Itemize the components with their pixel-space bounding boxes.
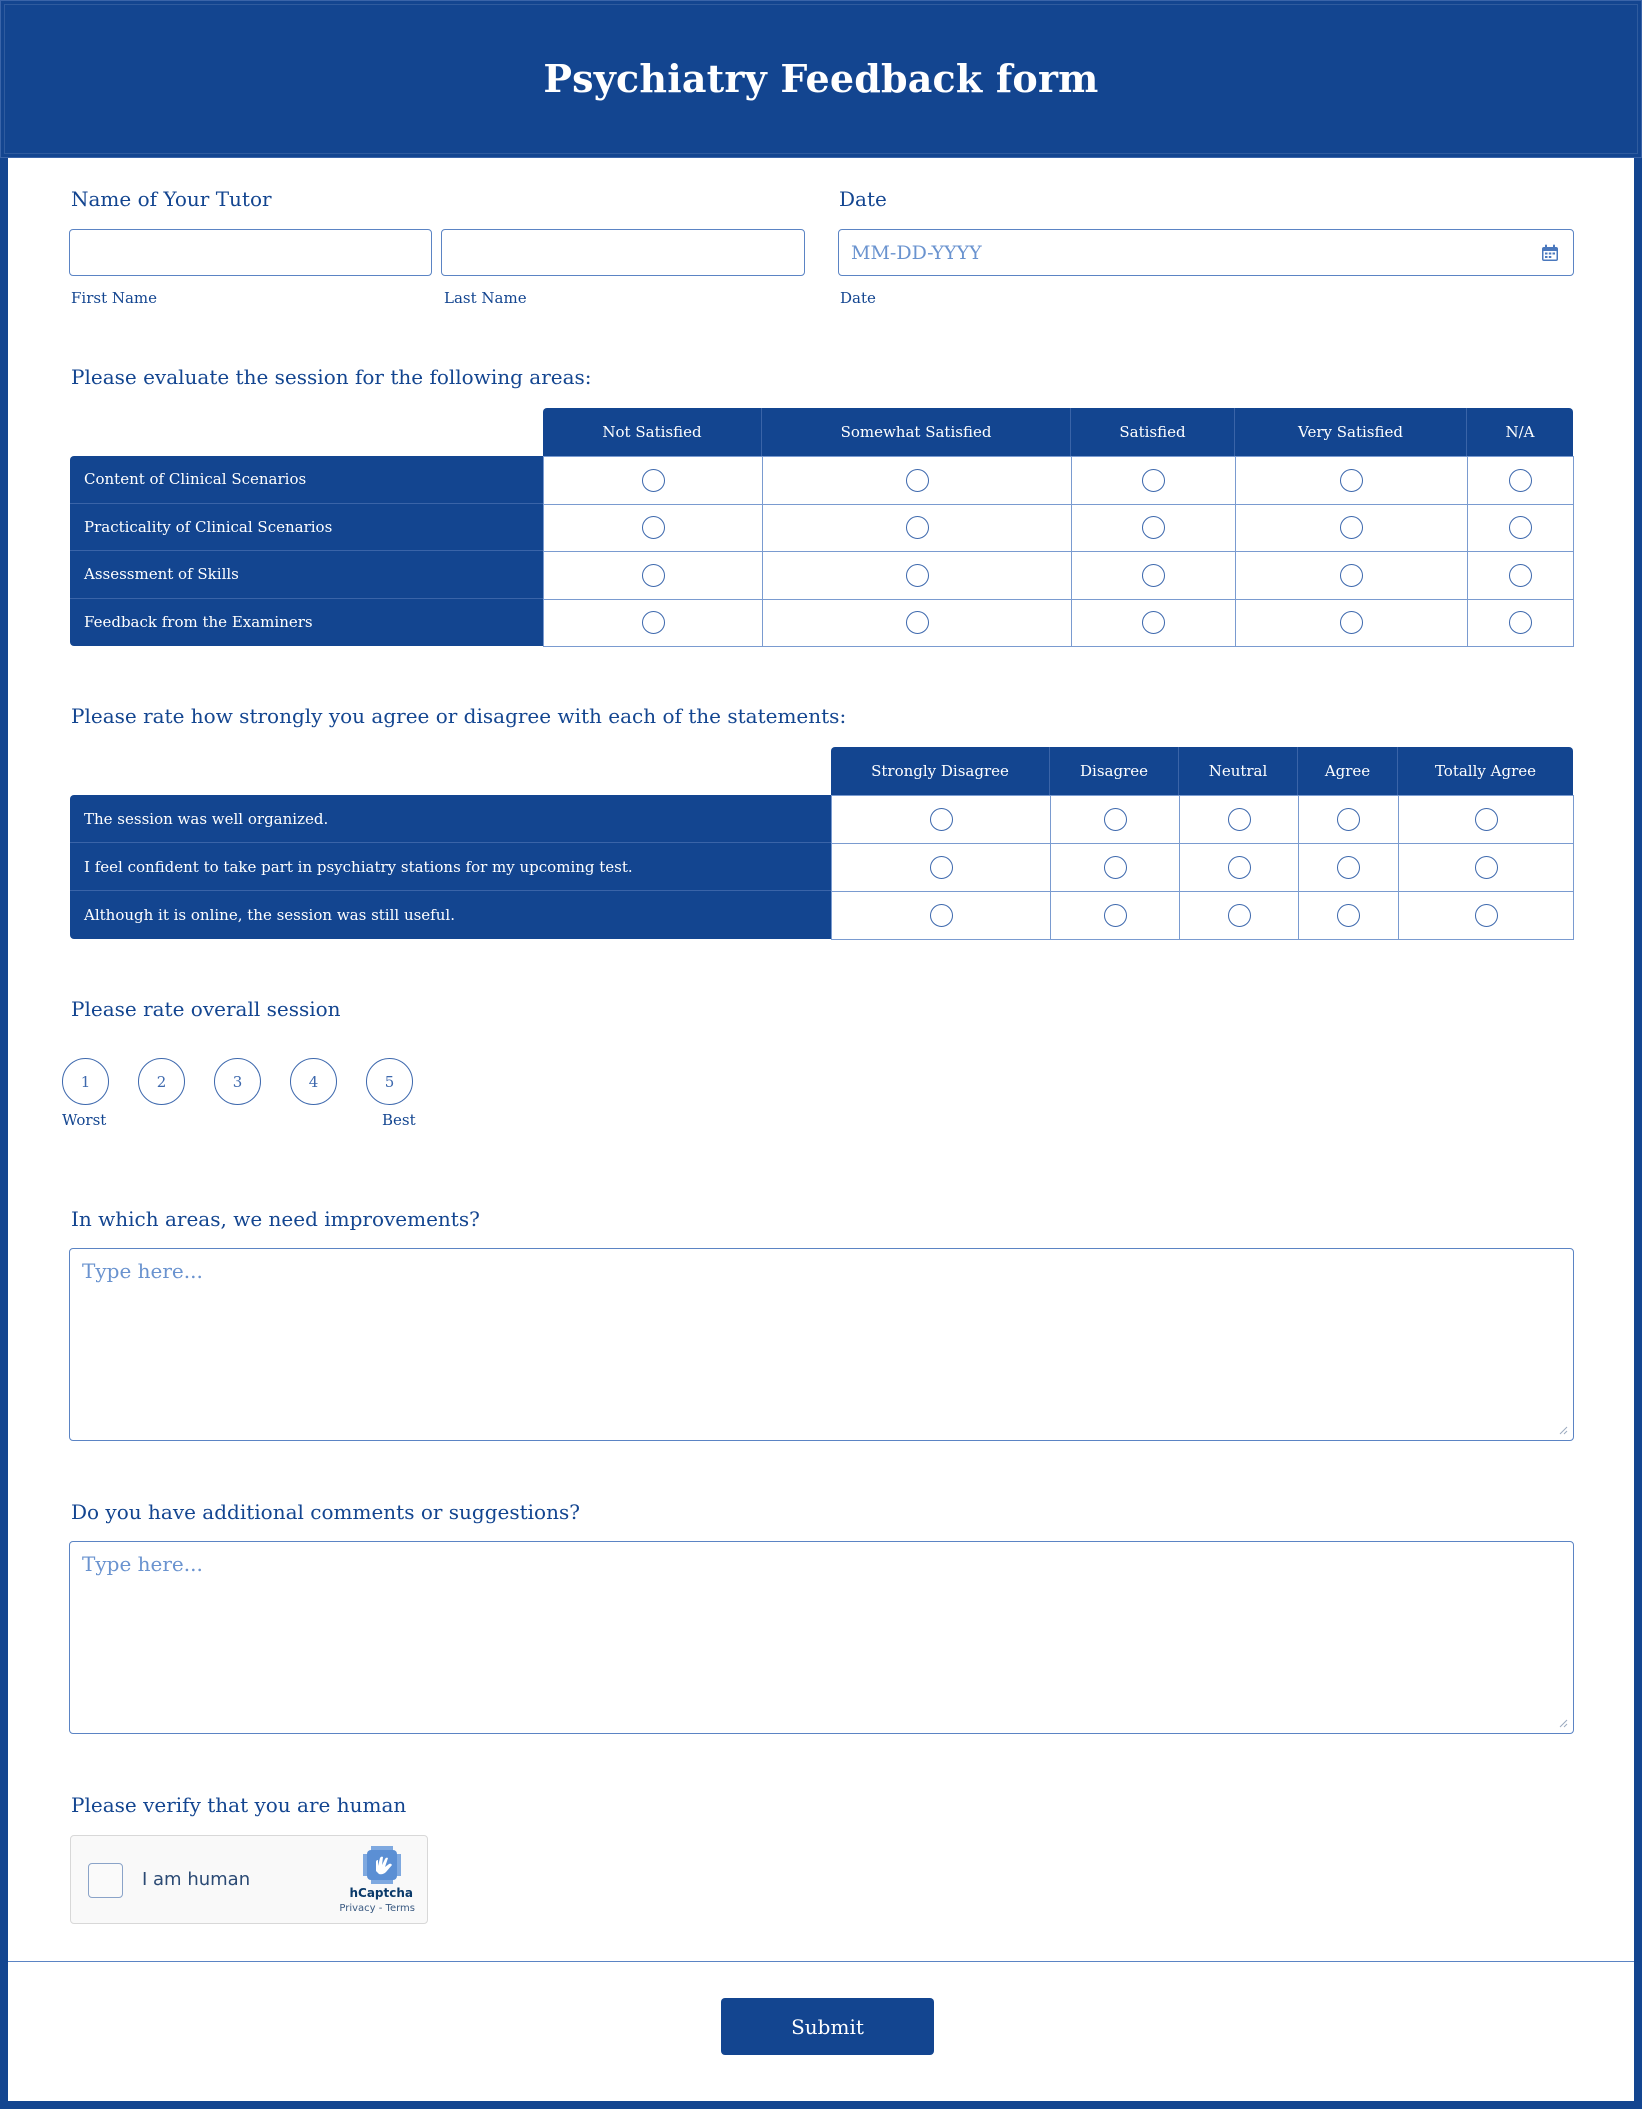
matrix-cell [1235,456,1468,505]
last-name-sublabel: Last Name [444,289,527,307]
rating-option[interactable]: 3 [214,1058,261,1105]
matrix-row-label: Assessment of Skills [70,551,543,599]
matrix-cell [543,456,763,505]
matrix-cell [762,456,1072,505]
tutor-label: Name of Your Tutor [71,187,272,211]
matrix-radio-button[interactable] [1104,904,1127,927]
matrix-radio-button[interactable] [642,516,665,539]
hcaptcha-logo-icon [361,1844,403,1886]
matrix-cell [543,551,763,600]
matrix-radio-button[interactable] [1509,564,1532,587]
matrix-row-label: I feel confident to take part in psychiatry stations for my upcoming test. [70,843,831,891]
matrix-radio-button[interactable] [1142,516,1165,539]
matrix-column-header: Somewhat Satisfied [762,408,1071,456]
matrix-column-header: Not Satisfied [543,408,762,456]
matrix-cell [1071,551,1236,600]
matrix-radio-button[interactable] [1475,808,1498,831]
matrix-radio-button[interactable] [1337,904,1360,927]
matrix-cell [1467,599,1574,648]
form-title: Psychiatry Feedback form [543,55,1099,101]
matrix-cell [831,843,1051,892]
captcha-privacy-terms-link[interactable]: Privacy - Terms [339,1903,415,1914]
matrix-row-label: Although it is online, the session was still useful. [70,891,831,939]
matrix-cell [831,795,1051,844]
captcha-widget [70,1835,428,1924]
matrix-cell [1071,456,1236,505]
matrix-radio-button[interactable] [1142,469,1165,492]
matrix-cell [1235,599,1468,648]
matrix-radio-button[interactable] [1142,564,1165,587]
matrix-cell [762,504,1072,553]
matrix-radio-button[interactable] [1104,856,1127,879]
matrix-cell [1179,843,1299,892]
matrix-radio-button[interactable] [930,904,953,927]
comments-label: Do you have additional comments or suggestions? [71,1500,580,1524]
matrix-radio-button[interactable] [642,564,665,587]
matrix-radio-button[interactable] [906,516,929,539]
matrix-cell [1179,891,1299,940]
matrix-radio-button[interactable] [1509,516,1532,539]
matrix-column-header: Totally Agree [1398,747,1573,795]
matrix-radio-button[interactable] [1340,611,1363,634]
matrix-cell [1235,551,1468,600]
resize-grip-icon[interactable] [1558,1718,1568,1728]
captcha-label: Please verify that you are human [71,1793,407,1817]
matrix-radio-button[interactable] [1104,808,1127,831]
date-input[interactable] [838,229,1574,276]
rating-worst-label: Worst [62,1111,107,1129]
matrix-radio-button[interactable] [1340,564,1363,587]
matrix-radio-button[interactable] [930,808,953,831]
evaluation-label: Please evaluate the session for the following areas: [71,365,592,389]
matrix-cell [762,599,1072,648]
matrix-cell [1071,599,1236,648]
matrix-radio-button[interactable] [906,564,929,587]
form-header [0,0,1642,158]
improvements-label: In which areas, we need improvements? [71,1207,480,1231]
matrix-cell [1467,504,1574,553]
matrix-cell [1398,891,1574,940]
last-name-input[interactable] [441,229,805,276]
rating-option[interactable]: 1 [62,1058,109,1105]
matrix-cell [1467,456,1574,505]
matrix-radio-button[interactable] [1228,808,1251,831]
matrix-radio-button[interactable] [1475,904,1498,927]
matrix-cell [1050,795,1180,844]
matrix-row-label: Feedback from the Examiners [70,599,543,647]
matrix-column-header: Strongly Disagree [831,747,1050,795]
first-name-input[interactable] [69,229,432,276]
matrix-radio-button[interactable] [1228,856,1251,879]
matrix-cell [543,504,763,553]
captcha-checkbox[interactable] [88,1863,123,1898]
matrix-column-header: Disagree [1050,747,1179,795]
overall-rating-label: Please rate overall session [71,997,341,1021]
rating-option[interactable]: 4 [290,1058,337,1105]
matrix-cell [543,599,763,648]
matrix-radio-button[interactable] [642,611,665,634]
resize-grip-icon[interactable] [1558,1425,1568,1435]
matrix-column-header: Agree [1298,747,1398,795]
matrix-radio-button[interactable] [1142,611,1165,634]
matrix-column-header: Satisfied [1071,408,1235,456]
matrix-cell [1235,504,1468,553]
matrix-radio-button[interactable] [906,611,929,634]
matrix-column-header: N/A [1467,408,1573,456]
matrix-radio-button[interactable] [642,469,665,492]
matrix-column-header: Very Satisfied [1235,408,1467,456]
matrix-radio-button[interactable] [930,856,953,879]
calendar-icon[interactable] [1541,244,1559,262]
rating-option[interactable]: 2 [138,1058,185,1105]
matrix-cell [1467,551,1574,600]
rating-best-label: Best [382,1111,416,1129]
date-sublabel: Date [840,289,876,307]
first-name-sublabel: First Name [71,289,158,307]
date-label: Date [839,187,887,211]
matrix-radio-button[interactable] [1340,516,1363,539]
matrix-cell [762,551,1072,600]
submit-button[interactable]: Submit [721,1998,934,2055]
captcha-brand: hCaptcha [349,1886,413,1900]
matrix-radio-button[interactable] [1475,856,1498,879]
matrix-cell [1298,891,1399,940]
matrix-row-label: Practicality of Clinical Scenarios [70,504,543,552]
matrix-cell [1050,843,1180,892]
matrix-cell [1298,795,1399,844]
matrix-cell [1050,891,1180,940]
matrix-cell [831,891,1051,940]
matrix-radio-button[interactable] [1509,611,1532,634]
rating-option[interactable]: 5 [366,1058,413,1105]
matrix-radio-button[interactable] [1337,856,1360,879]
matrix-radio-button[interactable] [1340,469,1363,492]
matrix-cell [1398,843,1574,892]
matrix-radio-button[interactable] [1228,904,1251,927]
improvements-textarea[interactable] [69,1248,1574,1441]
matrix-cell [1298,843,1399,892]
matrix-radio-button[interactable] [906,469,929,492]
matrix-row-label: The session was well organized. [70,795,831,843]
comments-textarea[interactable] [69,1541,1574,1734]
matrix-cell [1071,504,1236,553]
matrix-column-header: Neutral [1179,747,1298,795]
matrix-radio-button[interactable] [1509,469,1532,492]
matrix-cell [1398,795,1574,844]
matrix-radio-button[interactable] [1337,808,1360,831]
matrix-row-label: Content of Clinical Scenarios [70,456,543,504]
agreement-label: Please rate how strongly you agree or disagree with each of the statements: [71,704,847,728]
matrix-cell [1179,795,1299,844]
captcha-checkbox-text: I am human [142,1869,251,1890]
form-footer-divider [8,1961,1634,1962]
